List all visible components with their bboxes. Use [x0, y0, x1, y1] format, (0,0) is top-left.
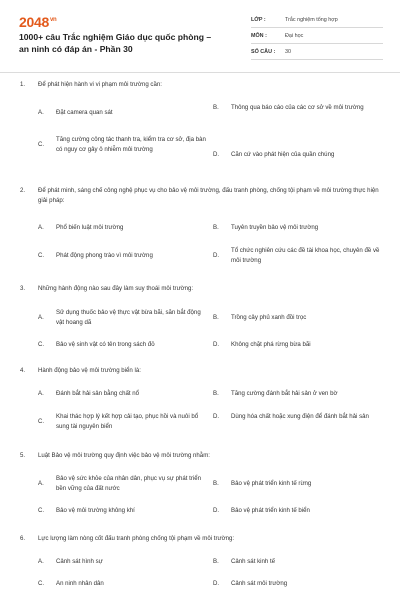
- option-text: Cảnh sát môi trường: [231, 580, 288, 587]
- option-letter: C.: [38, 140, 45, 148]
- option-5b[interactable]: [213, 479, 383, 489]
- option-3b[interactable]: [213, 313, 383, 323]
- option-6a[interactable]: [38, 557, 208, 567]
- logo-suffix: vn: [49, 17, 57, 24]
- question-text: Hành động bảo vệ môi trường biển là:: [38, 367, 141, 374]
- option-letter: B.: [213, 390, 219, 397]
- question-text: Để phát hiện hành vi vi phạm môi trường cần:: [38, 81, 162, 88]
- option-text: Sử dụng thuốc bảo vệ thực vật bừa bãi, săn bắt động vật hoang dã: [56, 309, 201, 326]
- question-text: Để phát minh, sáng chế công nghệ phục vụ cho bảo vệ môi trường, đấu tranh phòng, chống tội phạm về môi trường thực hiện giải pháp:: [38, 187, 379, 204]
- option-letter: C.: [38, 252, 45, 259]
- option-3a[interactable]: [38, 308, 208, 327]
- question-number: 5.: [20, 452, 26, 459]
- option-1c[interactable]: [38, 135, 208, 154]
- option-6c[interactable]: [38, 579, 208, 589]
- option-1b[interactable]: [213, 103, 383, 113]
- option-2c[interactable]: [38, 251, 208, 261]
- option-letter: B.: [213, 314, 219, 321]
- option-text: Đặt camera quan sát: [56, 109, 113, 116]
- info-label: SỐ CÂU :: [251, 48, 276, 55]
- option-text: Thông qua báo cáo của các cơ sở về môi trường: [231, 104, 364, 111]
- option-letter: A.: [38, 313, 44, 321]
- option-text: Bảo vệ môi trường không khí: [56, 507, 135, 514]
- option-letter: B.: [213, 558, 219, 565]
- info-label: MÔN :: [251, 32, 267, 39]
- option-letter: A.: [38, 479, 44, 487]
- option-2a[interactable]: [38, 223, 208, 233]
- question-text: Những hành động nào sau đây làm suy thoái môi trường:: [38, 285, 194, 292]
- option-text: Không chặt phá rừng bừa bãi: [231, 341, 311, 348]
- option-4d[interactable]: [213, 412, 383, 422]
- info-value: 30: [285, 48, 291, 55]
- info-row-class: [251, 12, 383, 28]
- option-letter: C.: [38, 341, 45, 348]
- option-letter: D.: [213, 413, 220, 420]
- option-letter: C.: [38, 417, 45, 425]
- option-3d[interactable]: [213, 340, 383, 350]
- option-2b[interactable]: [213, 223, 383, 233]
- info-value: Trắc nghiệm tổng hợp: [285, 16, 338, 23]
- option-text: Cảnh sát kinh tế: [231, 558, 276, 565]
- question-number: 2.: [20, 187, 26, 194]
- option-text: Bảo vệ phát triển kinh tế rừng: [231, 480, 312, 487]
- option-letter: D.: [213, 151, 220, 158]
- option-text: Đánh bắt hải sản bằng chất nổ: [56, 390, 140, 397]
- info-label: LỚP :: [251, 16, 266, 23]
- option-text: Căn cứ vào phát hiện của quần chúng: [231, 151, 335, 158]
- option-5c[interactable]: [38, 506, 208, 516]
- option-letter: A.: [38, 390, 44, 397]
- site-logo[interactable]: $2048^{vn}$: [19, 14, 57, 30]
- option-letter: D.: [213, 341, 220, 348]
- option-letter: A.: [38, 224, 44, 231]
- option-text: Khai thác hợp lý kết hợp cải tạo, phục hồi và nuôi bổ sung tài nguyên biển: [56, 413, 199, 430]
- option-6d[interactable]: [213, 579, 383, 589]
- option-text: Dùng hóa chất hoặc xung điện để đánh bắt hải sản: [231, 413, 369, 420]
- info-panel: [251, 12, 383, 60]
- option-letter: D.: [213, 251, 220, 259]
- option-letter: D.: [213, 580, 220, 587]
- option-letter: C.: [38, 507, 45, 514]
- question-number: 3.: [20, 285, 26, 292]
- question-number: 4.: [20, 367, 26, 374]
- header-divider: [0, 72, 400, 73]
- option-text: Trồng cây phủ xanh đồi trọc: [231, 314, 307, 321]
- option-text: Tổ chức nghiên cứu các đề tài khoa học, chuyên đề về môi trường: [231, 247, 380, 264]
- option-text: Tăng cường đánh bắt hải sản ở ven bờ: [231, 390, 338, 397]
- option-text: Phát động phong trào vì môi trường: [56, 252, 153, 259]
- option-2d[interactable]: [213, 246, 383, 265]
- option-text: Phổ biến luật môi trường: [56, 224, 124, 231]
- option-text: An ninh nhân dân: [56, 580, 104, 587]
- option-6b[interactable]: [213, 557, 383, 567]
- option-4a[interactable]: [38, 389, 208, 399]
- option-5a[interactable]: [38, 474, 208, 493]
- option-text: Tuyên truyền bảo vệ môi trường: [231, 224, 319, 231]
- option-1a[interactable]: [38, 108, 208, 118]
- option-text: Bảo vệ sức khỏe của nhân dân, phục vụ sự phát triển bền vững của đất nước: [56, 475, 202, 492]
- option-text: Cảnh sát hình sự: [56, 558, 103, 565]
- page-header: [0, 0, 400, 72]
- option-1d[interactable]: [213, 150, 383, 160]
- question-text: Lực lượng làm nòng cốt đấu tranh phòng chống tội phạm về môi trường:: [38, 535, 235, 542]
- option-text: Tăng cường công tác thanh tra, kiểm tra cơ sở, địa bàn có nguy cơ gây ô nhiễm môi trường: [56, 136, 206, 153]
- option-text: Bảo vệ phát triển kinh tế biển: [231, 507, 310, 514]
- question-number: 6.: [20, 535, 26, 542]
- option-3c[interactable]: [38, 340, 208, 350]
- option-letter: C.: [38, 580, 45, 587]
- option-letter: B.: [213, 104, 219, 111]
- option-letter: B.: [213, 224, 219, 231]
- option-5d[interactable]: [213, 506, 383, 516]
- option-letter: A.: [38, 109, 44, 116]
- info-row-subject: [251, 28, 383, 44]
- option-4b[interactable]: [213, 389, 383, 399]
- question-number: 1.: [20, 81, 26, 88]
- info-value: Đại học: [285, 32, 304, 39]
- question-text: Luật Bảo vệ môi trường quy định việc bảo vệ môi trường nhằm:: [38, 452, 210, 459]
- option-letter: A.: [38, 558, 44, 565]
- option-4c[interactable]: [38, 412, 208, 431]
- page-title: 1000+ câu Trắc nghiệm Giáo dục quốc phòng – an ninh có đáp án - Phần 30: [19, 32, 212, 54]
- option-text: Bảo vệ sinh vật có tên trong sách đỏ: [56, 341, 155, 348]
- info-row-count: [251, 44, 383, 60]
- option-letter: B.: [213, 480, 219, 487]
- option-letter: D.: [213, 507, 220, 514]
